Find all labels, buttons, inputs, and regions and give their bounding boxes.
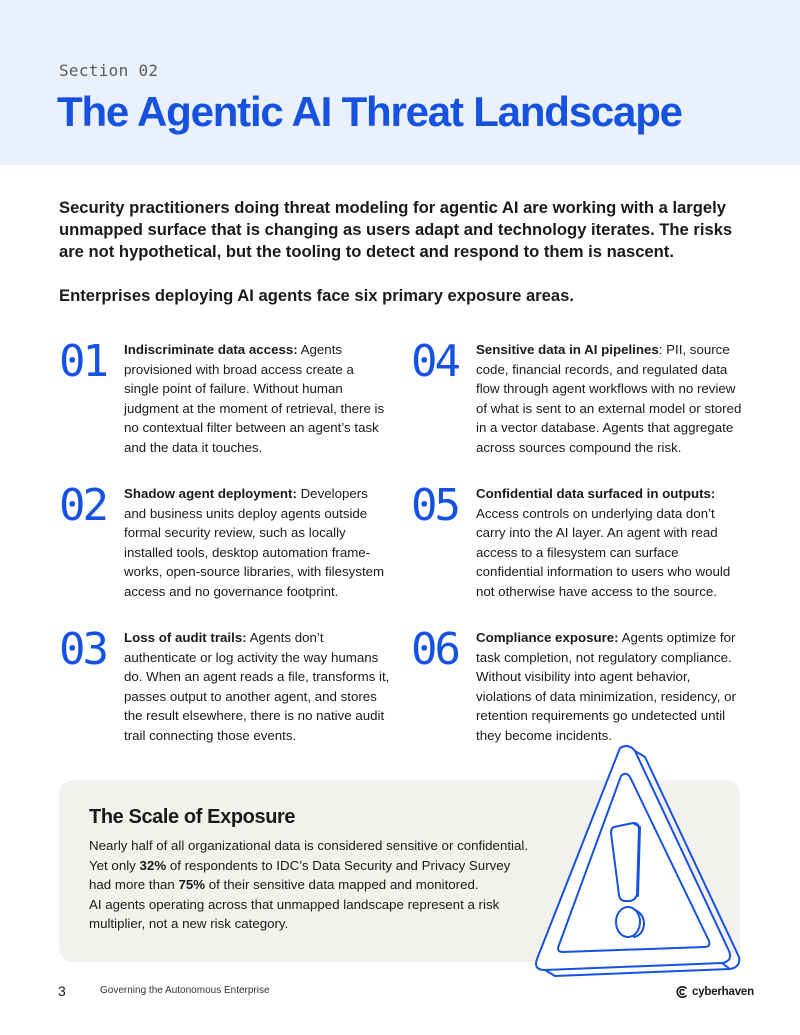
exposure-number: 03 [59,624,106,675]
scale-text: of their sensitive data mapped and monitored. [205,877,479,893]
scale-body [89,836,559,934]
scale-line [89,875,559,895]
document-title: Governing the Autonomous Enterprise [100,985,270,996]
exposure-body: Agents optimize for task completion, not regulatory compliance. Without visibility into agent behavior, violations of data minimization, residency, or retention requirements go undetected until they become incidents. [476,630,736,743]
scale-stat: 75% [178,877,206,893]
exposure-text [124,484,392,602]
scale-line: AI agents operating across that unmapped landscape represent a risk [89,896,500,912]
exposure-number: 02 [59,480,106,531]
exposure-text [124,628,392,746]
exposure-number: 01 [59,336,106,387]
scale-title: The Scale of Exposure [89,806,296,828]
intro-paragraph: Security practitioners doing threat modeling for agentic AI are working with a largely unmapped surface that is changing as users adapt and technology iterates. The risks are not hypothetical, but the tooling to detect and respond to them is nascent. [59,198,733,261]
scale-line: Nearly half of all organizational data is considered sensitive or confidential. [89,838,529,853]
section-label: Section 02 [59,61,159,80]
exposure-text [476,628,744,746]
scale-line: multiplier, not a new risk category. [89,916,289,932]
scale-text: had more than [89,877,179,893]
cyberhaven-logo-icon [675,985,689,999]
scale-text: of respondents to IDC’s Data Security and Privacy Survey [166,857,511,873]
page-number: 3 [58,983,66,999]
section-header [0,0,800,165]
scale-stat: 32% [139,857,167,873]
exposure-heading: Compliance exposure: [476,630,619,645]
exposure-number: 06 [411,624,458,675]
page-title: The Agentic AI Threat Landscape [57,88,682,135]
brand-name: cyberhaven [692,986,754,998]
exposure-heading: Loss of audit trails: [124,630,247,645]
exposure-body: Agents provisioned with broad access create a single point of failure. Without human judgment at the moment of retrieval, there is no contextual filter between an agent’s task and the data it touches. [124,342,385,455]
exposure-text [476,340,744,458]
exposure-number: 04 [411,336,458,387]
exposure-text [124,340,392,458]
exposure-body: Agents don’t authenticate or log activity the way humans do. When an agent reads a file, transforms it, passes output to another agent, and stores the result elsewhere, there is no native audit trail connecting those events. [124,630,390,743]
exposure-heading: Confidential data surfaced in outputs: [476,486,716,501]
exposure-heading: Sensitive data in AI pipelines [476,342,659,357]
exposure-number: 05 [411,480,458,531]
exposure-body: : PII, source code, financial records, and regulated data flow through agent workflows with no review of what is sent to an external model or stored in a vector database. Agents that aggregate across sources compound the risk. [476,342,742,455]
exposure-text [476,484,744,602]
exposure-heading: Shadow agent deployment: [124,486,297,501]
warning-triangle-icon [525,744,765,984]
exposure-heading: Indiscriminate data access: [124,342,298,357]
exposure-body: Developers and business units deploy agents outside formal security review, such as locally installed tools, desktop automation frame-works, open-source libraries, with filesystem access and no governance footprint. [124,486,385,599]
exposure-body: Access controls on underlying data don’t carry into the AI layer. An agent with read access to a filesystem can surface confidential information to users who would not otherwise have access to the source. [476,505,731,599]
scale-line [89,856,559,876]
scale-text: Yet only [89,857,140,873]
brand-logo [675,984,754,1000]
lead-sentence: Enterprises deploying AI agents face six primary exposure areas. [59,286,574,305]
